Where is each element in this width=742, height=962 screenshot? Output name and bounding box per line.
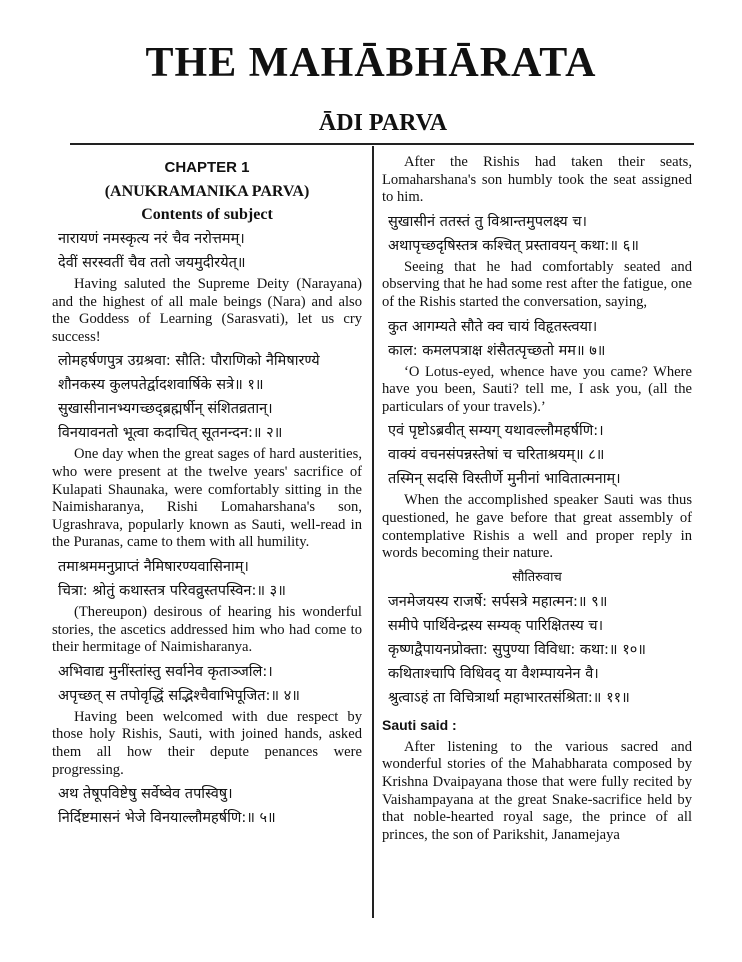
sanskrit-verse: विनयावनतो भूत्वा कदाचित् सूतनन्दन:॥ २॥ [58,425,283,442]
translation-paragraph: After listening to the various sacred and wonderful stories of the Mahabharata composed by Krishna Dvaipayana those that were fully recited by Vaishampayana at the great Snake-sacrifice held by that noble-hearted royal sage, the prince of all princes, the son of Parikshit, Janamejaya [382,738,692,843]
book-title: THE MAHĀBHĀRATA [145,40,597,86]
sanskrit-verse: कथिताश्चापि विधिवद् या वैशम्पायनेन वै। [388,665,599,682]
sanskrit-verse: काल: कमलपत्राक्ष शंसैतत्पृच्छतो मम॥ ७॥ [388,342,606,359]
right-column-body [382,154,692,844]
sanskrit-verse: देवीं सरस्वतीं चैव ततो जयमुदीरयेत्॥ [58,255,246,271]
translation-paragraph: Having been welcomed with due respect by those holy Rishis, Sauti, with joined hands, asked them all how their depute penances were progressing. [52,708,362,778]
left-column [52,152,362,831]
translation-paragraph: When the accomplished speaker Sauti was thus questioned, he gave before that great assembly of contemplative Rishis a well and proper reply in words becoming their nature. [382,492,692,562]
sanskrit-verse: अथापृच्छदृषिस्तत्र कश्चित् प्रस्तावयन् कथा:॥ ६॥ [388,237,639,254]
sanskrit-verse: शौनकस्य कुलपतेर्द्वादशवार्षिके सत्रे॥ १॥ [58,377,264,394]
left-column-body [52,228,362,829]
sanskrit-verse: श्रुत्वाऽहं ता विचित्रार्था महाभारतसंश्रिता:॥ ११॥ [388,689,630,706]
sanskrit-verse: जनमेजयस्य राजर्षे: सर्पसत्रे महात्मन:॥ ९॥ [388,593,608,610]
sanskrit-verse: सुखासीनं ततस्तं तु विश्रान्तमुपलक्ष्य च। [388,213,588,230]
sanskrit-verse: कृष्णद्वैपायनप्रोक्ता: सुपुण्या विविधा: कथा:॥ १०॥ [388,641,646,658]
section-label: सौतिरुवाच [512,569,562,585]
sanskrit-verse: निर्दिष्टमासनं भेजे विनयाल्लौमहर्षणि:॥ ५॥ [58,810,276,827]
sanskrit-verse: लोमहर्षणपुत्र उग्रश्रवा: सौति: पौराणिको नैमिषारण्ये [58,353,320,370]
translation-paragraph: One day when the great sages of hard austerities, who were present at the twelve years' sacrifice of Kulapati Shaunaka, were comfortably sitting in the Naimisharanya, Rishi Lomaharshana's son, Ugrashrava, popularly known as Sauti, well-read in the Puranas, came to them with all humility. [52,446,362,551]
translation-paragraph: (Thereupon) desirous of hearing his wonderful stories, the ascetics addressed him who had come to their hermitage of Naimisharanya. [52,603,362,656]
sanskrit-verse: अथ तेषूपविष्टेषु सर्वेष्वेव तपस्विषु। [58,786,233,803]
contents-heading: Contents of subject [141,206,273,223]
sanskrit-verse: नारायणं नमस्कृत्य नरं चैव नरोत्तमम्। [58,231,245,247]
sanskrit-verse: समीपे पार्थिवेन्द्रस्य सम्यक् पारिक्षितस्य च। [388,617,604,634]
sanskrit-verse: अपृच्छत् स तपोवृद्धिं सद्भिश्चैवाभिपूजित:॥ ४॥ [58,687,300,704]
translation-paragraph: After the Rishis had taken their seats, Lomaharshana's son humbly took the seat assigned to him. [382,154,692,206]
translation-paragraph: Having saluted the Supreme Deity (Narayana) and the highest of all male beings (Nara) and also the Goddess of Learning (Sarasvati), let us cry success! [52,276,362,345]
sanskrit-verse: अभिवाद्य मुनींस्तांस्तु सर्वानेव कृताञ्जलि:। [58,663,273,680]
sanskrit-verse: सुखासीनानभ्यगच्छद्ब्रह्मर्षीन् संशितव्रतान्। [58,401,273,418]
title-divider [70,143,694,145]
parva-title: ĀDI PARVA [318,110,448,136]
speaker-heading: Sauti said : [382,716,457,733]
right-column [382,152,692,848]
sanskrit-verse: तस्मिन् सदसि विस्तीर्णे मुनीनां भावितात्मनाम्। [388,471,621,488]
translation-paragraph: ‘O Lotus-eyed, whence have you came? Where have you been, Sauti? tell me, I ask you, (all the particulars of your travels).’ [382,363,692,415]
sanskrit-verse: एवं पृष्टोऽब्रवीत् सम्यग् यथावल्लौमहर्षणि:। [388,423,604,440]
sanskrit-verse: तमाश्रममनुप्राप्तं नैमिषारण्यवासिनाम्। [58,558,249,575]
translation-paragraph: Seeing that he had comfortably seated and observing that he had some rest after the fatigue, one of the Rishis started the conversation, saying, [382,258,692,310]
chapter-heading: CHAPTER 1 [164,159,250,176]
sanskrit-verse: कुत आगम्यते सौते क्व चायं विहृतस्त्वया। [388,318,598,335]
sanskrit-verse: वाक्यं वचनसंपन्नस्तेषां च चरिताश्रयम्॥ ८॥ [388,447,605,464]
subparva-heading: (ANUKRAMANIKA PARVA) [104,183,310,200]
column-divider [372,146,374,918]
sanskrit-verse: चित्रा: श्रोतुं कथास्तत्र परिवव्रुस्तपस्विन:॥ ३॥ [58,582,286,599]
